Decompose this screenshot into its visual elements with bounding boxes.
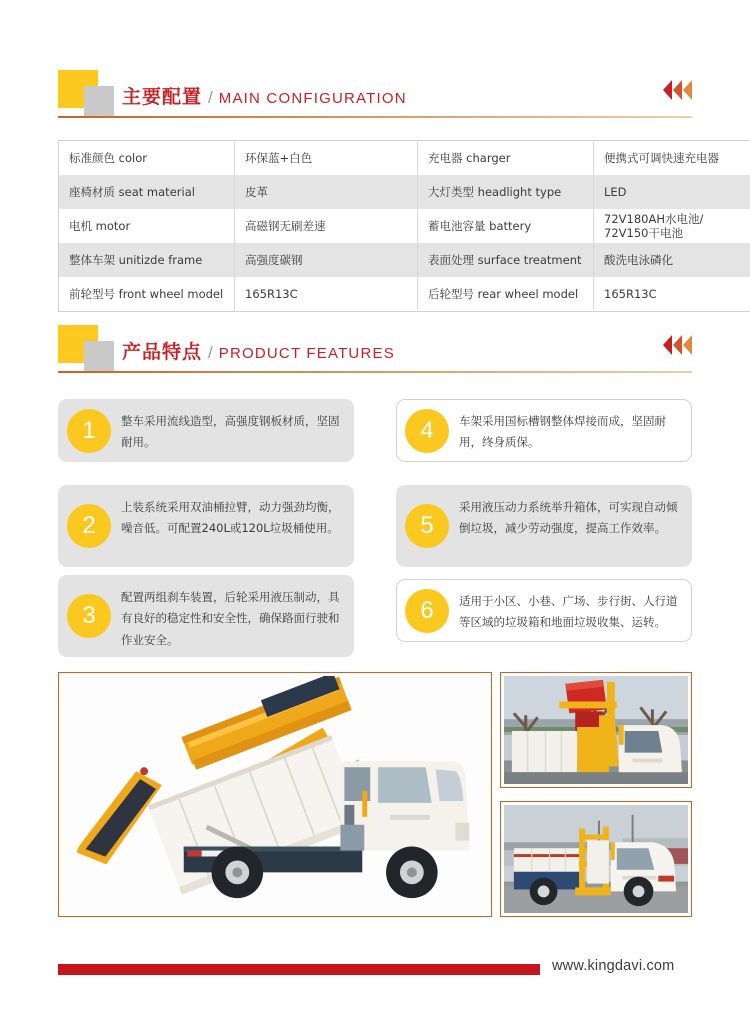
cell-right-value: 便携式可调快速充电器 xyxy=(594,141,750,176)
section-title-cn: 产品特点 xyxy=(122,341,203,363)
feature-item-1 xyxy=(58,399,354,462)
truck-tipping-illustration xyxy=(62,676,488,913)
feature-text: 整车采用流线造型，高强度钢板材质，坚固耐用。 xyxy=(121,414,340,450)
configuration-table xyxy=(58,140,750,312)
section-title-en: PRODUCT FEATURES xyxy=(218,345,395,362)
cell-right-value: 165R13C xyxy=(594,277,750,312)
cell-left-value: 高磁钢无刷差速 xyxy=(235,209,418,243)
chevron-left-icon-2 xyxy=(673,335,682,355)
cell-right-label: 蓄电池容量 battery xyxy=(418,209,594,243)
table-row xyxy=(59,209,750,243)
table-row xyxy=(59,243,750,277)
cell-right-label: 表面处理 surface treatment xyxy=(418,243,594,277)
feature-number-badge: 1 xyxy=(67,409,111,453)
cell-right-value: LED xyxy=(594,175,750,209)
cell-left-value: 环保蓝+白色 xyxy=(235,141,418,176)
gray-square-icon xyxy=(84,86,114,116)
header-divider-rule xyxy=(58,371,692,373)
product-photo-lifting-bin xyxy=(500,672,692,788)
section-title-group xyxy=(122,337,395,364)
feature-item-2 xyxy=(58,485,354,567)
chevron-left-icon-1 xyxy=(663,335,672,355)
cell-right-value: 酸洗电泳磷化 xyxy=(594,243,750,277)
chevron-left-triple-icon xyxy=(663,335,692,355)
feature-text: 车架采用国标槽钢整体焊接而成，坚固耐用，终身质保。 xyxy=(459,414,666,450)
section-title-separator: / xyxy=(208,343,213,362)
chevron-left-icon-2 xyxy=(673,80,682,100)
chevron-left-icon-3 xyxy=(683,80,692,100)
product-photo-side-view xyxy=(500,801,692,917)
feature-number-badge: 5 xyxy=(405,504,449,548)
feature-number-badge: 6 xyxy=(405,589,449,633)
gray-square-icon xyxy=(84,341,114,371)
section-title-en: MAIN CONFIGURATION xyxy=(218,90,407,107)
truck-lifting-bin-illustration xyxy=(504,676,688,784)
photo-main-scene xyxy=(62,676,488,913)
feature-number-badge: 4 xyxy=(405,409,449,453)
feature-item-3 xyxy=(58,575,354,657)
cell-right-value xyxy=(594,209,750,243)
cell-left-label: 前轮型号 front wheel model xyxy=(59,277,235,312)
cell-right-label: 充电器 charger xyxy=(418,141,594,176)
feature-text: 适用于小区、小巷、广场、步行街、人行道等区域的垃圾箱和地面垃圾收集、运转。 xyxy=(459,594,678,630)
feature-text: 配置两组刹车装置，后轮采用液压制动，具有良好的稳定性和安全性，确保路面行驶和作业安全。 xyxy=(121,590,340,647)
feature-item-4 xyxy=(396,399,692,462)
chevron-left-icon-1 xyxy=(663,80,672,100)
cell-right-label: 大灯类型 headlight type xyxy=(418,175,594,209)
photo-lift-scene xyxy=(504,676,688,784)
product-photo-main xyxy=(58,672,492,917)
table-row xyxy=(59,141,750,176)
cell-left-label: 电机 motor xyxy=(59,209,235,243)
feature-number-badge: 2 xyxy=(67,504,111,548)
footer-red-bar xyxy=(58,964,540,975)
cell-left-label: 标准颜色 color xyxy=(59,141,235,176)
battery-value-line2: 72V150干电池 xyxy=(604,226,683,240)
cell-left-value: 165R13C xyxy=(235,277,418,312)
cell-left-value: 皮革 xyxy=(235,175,418,209)
header-divider-rule xyxy=(58,116,692,118)
feature-text: 上装系统采用双油桶拉臂，动力强劲均衡，噪音低。可配置240L或120L垃圾桶使用。 xyxy=(121,500,340,536)
feature-text: 采用液压动力系统举升箱体，可实现自动倾倒垃圾，减少劳动强度，提高工作效率。 xyxy=(459,500,678,536)
table-row xyxy=(59,175,750,209)
battery-value-line1: 72V180AH水电池/ xyxy=(604,211,704,226)
cell-right-label: 后轮型号 rear wheel model xyxy=(418,277,594,312)
truck-side-view-illustration xyxy=(504,805,688,913)
section-title-separator: / xyxy=(208,88,213,107)
chevron-left-icon-3 xyxy=(683,335,692,355)
cell-left-label: 座椅材质 seat material xyxy=(59,175,235,209)
cell-left-label: 整体车架 unitizde frame xyxy=(59,243,235,277)
section-title-cn: 主要配置 xyxy=(122,86,203,108)
feature-number-badge: 3 xyxy=(67,594,111,638)
feature-item-6 xyxy=(396,579,692,642)
footer-website-url[interactable]: www.kingdavi.com xyxy=(552,958,675,974)
chevron-left-triple-icon xyxy=(663,80,692,100)
table-row xyxy=(59,277,750,312)
feature-item-5 xyxy=(396,485,692,567)
photo-side-scene xyxy=(504,805,688,913)
cell-left-value: 高强度碳钢 xyxy=(235,243,418,277)
section-title-group xyxy=(122,82,407,109)
